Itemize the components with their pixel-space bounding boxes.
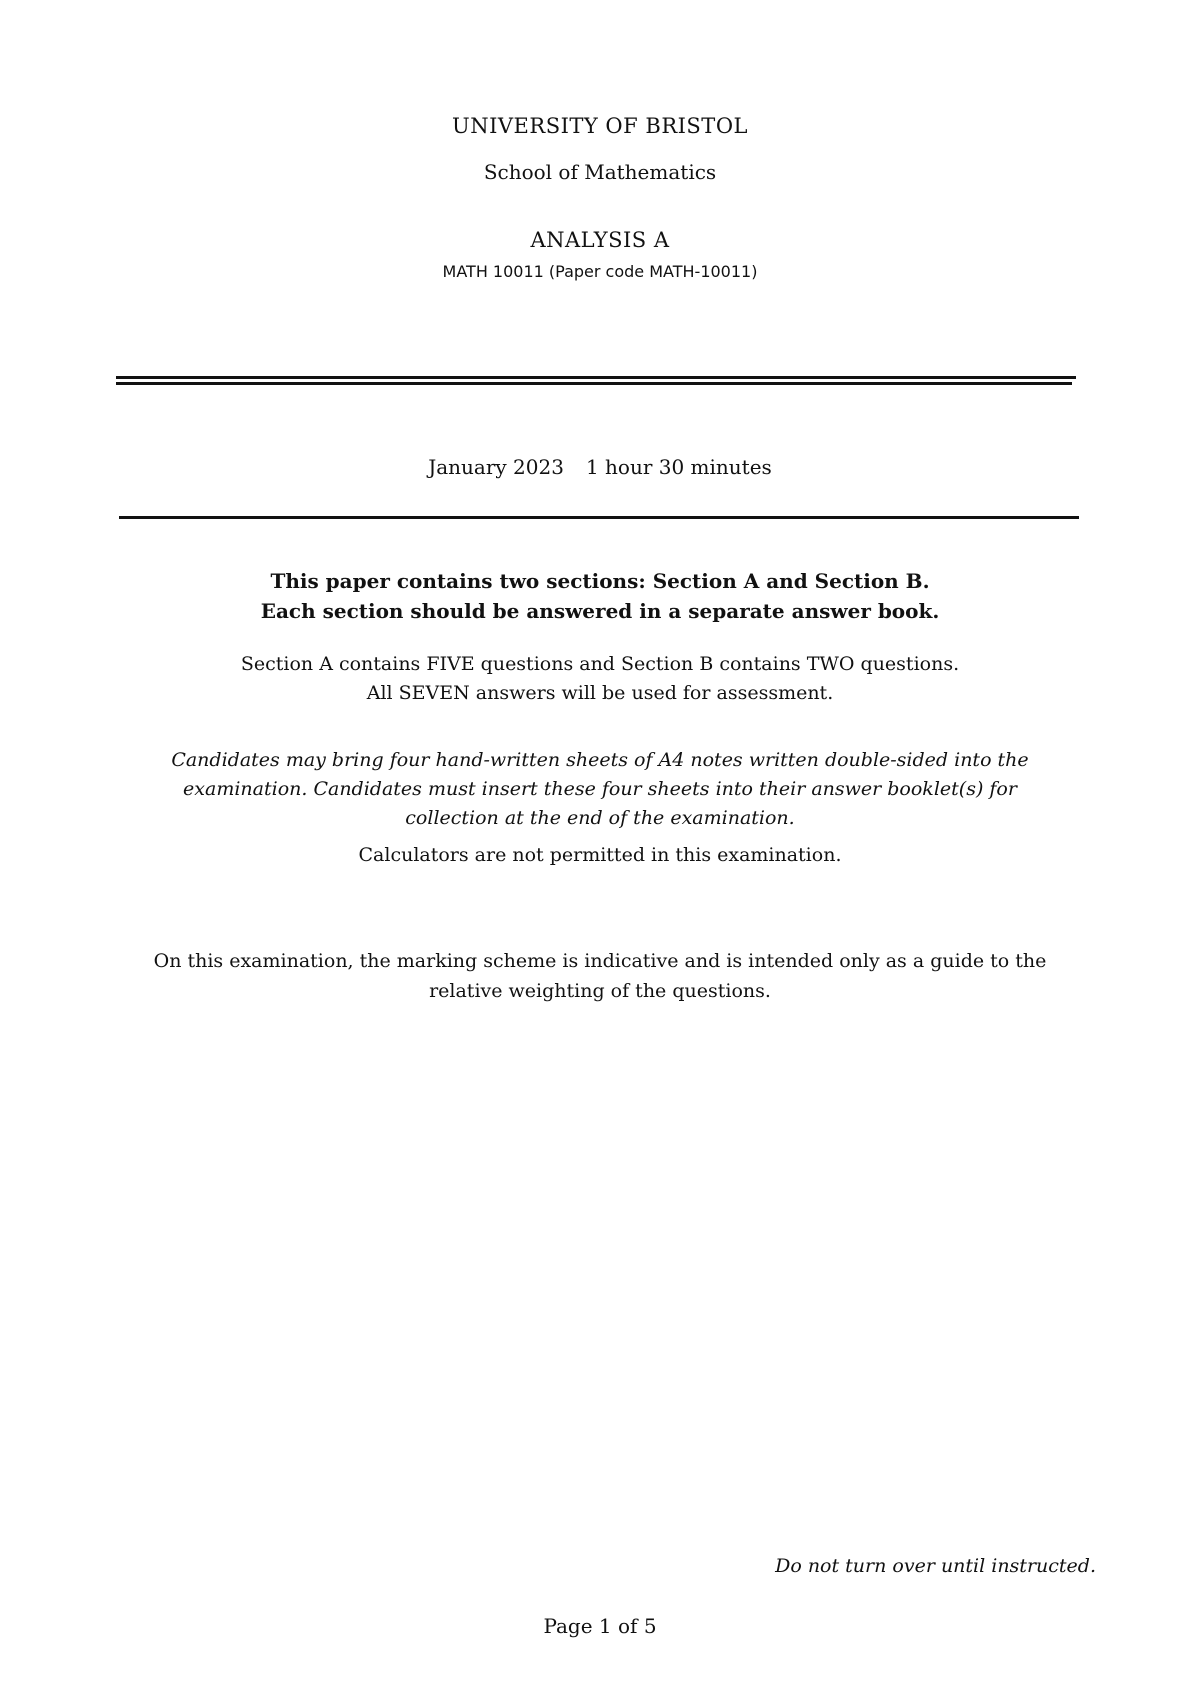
notes-policy-line-3: collection at the end of the examination. [405, 807, 795, 829]
questions-info-line-1: Section A contains FIVE questions and Section B contains TWO questions. [240, 653, 960, 675]
marking-scheme-line-2: relative weighting of the questions. [429, 980, 771, 1002]
divider-bottom [119, 516, 1079, 519]
sections-notice-line-1: This paper contains two sections: Section A and Section B. [270, 569, 930, 593]
exam-date-duration [0, 455, 1200, 479]
university-name: UNIVERSITY OF BRISTOL [452, 114, 748, 138]
page-number: Page 1 of 5 [543, 1614, 657, 1638]
notes-policy-line-1: Candidates may bring four hand-written sheets of A4 notes written double-sided into the [171, 749, 1029, 771]
sections-notice-line-2: Each section should be answered in a separate answer book. [260, 599, 940, 623]
turn-over-notice: Do not turn over until instructed. [775, 1555, 1096, 1577]
course-code: MATH 10011 (Paper code MATH-10011) [442, 262, 758, 281]
calculator-policy: Calculators are not permitted in this examination. [358, 844, 842, 866]
divider-top-2 [116, 382, 1072, 385]
course-title: ANALYSIS A [530, 228, 670, 252]
divider-top-1 [116, 376, 1076, 379]
questions-info [0, 650, 1200, 708]
notes-policy [130, 746, 1070, 833]
questions-info-line-2: All SEVEN answers will be used for assessment. [366, 682, 834, 704]
exam-date: January 2023 [428, 455, 564, 479]
notes-policy-line-2: examination. Candidates must insert these four sheets into their answer booklet(s) for [183, 778, 1017, 800]
marking-scheme-line-1: On this examination, the marking scheme is indicative and is intended only as a guide to the [153, 950, 1047, 972]
exam-duration: 1 hour 30 minutes [585, 455, 772, 479]
marking-scheme-note [100, 946, 1100, 1006]
school-name: School of Mathematics [483, 160, 717, 184]
sections-notice [0, 566, 1200, 626]
